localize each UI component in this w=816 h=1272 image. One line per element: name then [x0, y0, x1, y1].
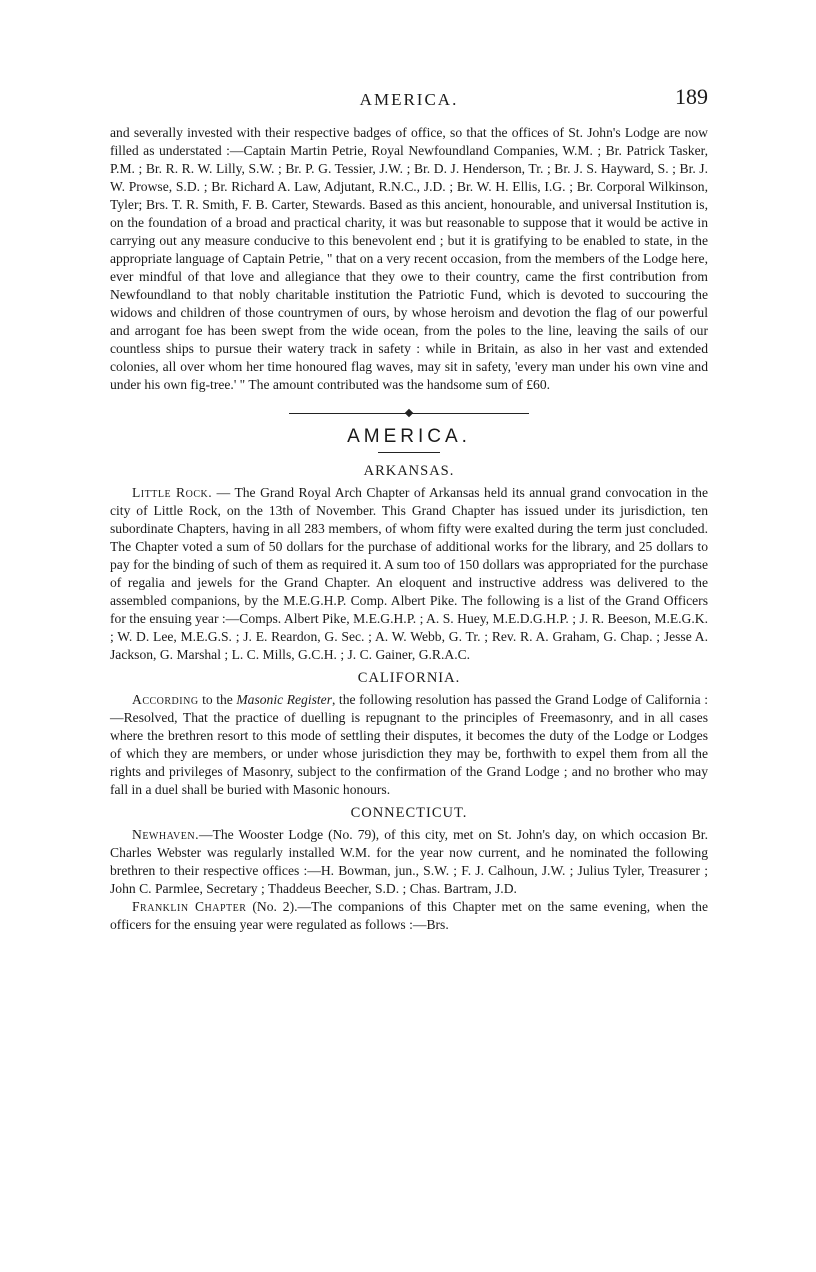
ornamental-divider [110, 404, 708, 418]
masonic-register-title: Masonic Register [236, 692, 332, 707]
running-title: AMERICA. [359, 90, 459, 109]
heading-arkansas: ARKANSAS. [363, 463, 455, 479]
california-text-a: to the [198, 692, 237, 707]
arkansas-lead: Little Rock. [132, 485, 213, 500]
connecticut-paragraph-1 [110, 826, 708, 898]
running-head [110, 84, 708, 116]
diamond-ornament-icon [405, 409, 413, 417]
newhaven-text: —The Wooster Lodge (No. 79), of this city, met on St. John's day, on which occasion Br. Charles Webster was regularly installed W.M. for the year now current, and he nominated the following brethren to their respective offices :—H. Bowman, jun., S.W. ; F. J. Calhoun, J.W. ; Julius Tyler, Treasurer ; John C. Parmlee, Secretary ; Thaddeus Beecher, S.D. ; Chas. Bartram, J.D. [110, 827, 708, 896]
franklin-lead: Franklin Chapter [132, 899, 247, 914]
page-number: 189 [675, 84, 708, 109]
arkansas-paragraph [110, 484, 708, 664]
section-rule [378, 452, 440, 453]
book-page [110, 84, 708, 934]
section-title: AMERICA. [347, 426, 471, 447]
california-lead: According [132, 692, 199, 707]
arkansas-text: — The Grand Royal Arch Chapter of Arkansas held its annual grand convocation in the city of Little Rock, on the 13th of November. This Grand Chapter has issued under its jurisdiction, ten subordinate Chapters, having in all 283 members, of whom fifty were exalted during the term just concluded. The Chapter voted a sum of 50 dollars for the purchase of additional works for the library, and 25 dollars to pay for the binding of such of them as required it. A sum too of 150 dollars was appropriated for the purchase of regalia and jewels for the Grand Chapter. An eloquent and instructive address was delivered to the assembled companions, by the M.E.G.H.P. Comp. Albert Pike. The following is a list of the Grand Officers for the ensuing year :—Comps. Albert Pike, M.E.G.H.P. ; A. S. Huey, M.E.D.G.H.P. ; J. R. Beeson, M.E.G.K. ; W. D. Lee, M.E.G.S. ; J. E. Reardon, G. Sec. ; A. W. Webb, G. Tr. ; Rev. R. A. Graham, G. Chap. ; Jesse A. Jackson, G. Marshal ; L. C. Mills, G.C.H. ; J. C. Gainer, G.R.A.C. [110, 485, 708, 662]
heading-california: CALIFORNIA. [357, 670, 461, 686]
california-paragraph [110, 691, 708, 799]
franklin-text: (No. 2).—The companions of this Chapter met on the same evening, when the officers for the ensuing year were regulated as follows :—Brs. [110, 899, 708, 932]
continuation-paragraph: and severally invested with their respective badges of office, so that the offices of St. John's Lodge are now filled as understated :—Captain Martin Petrie, Royal Newfoundland Companies, W.M. ; Br. Patrick Tasker, P.M. ; Br. R. R. W. Lilly, S.W. ; Br. P. G. Tessier, J.W. ; Br. D. J. Henderson, Tr. ; Br. J. S. Hayward, S. ; Br. J. W. Prowse, S.D. ; Br. Richard A. Law, Adjutant, R.N.C., J.D. ; Br. W. H. Ellis, I.G. ; Br. Corporal Wilkinson, Tyler; Brs. T. R. Smith, F. B. Carter, Stewards. Based as this ancient, honourable, and universal Institution is, on the foundation of a broad and practical charity, it was but reasonable to suppose that it would be active in carrying out any measure conducive to this benevolent end ; but it is gratifying to be enabled to state, in the appropriate language of Captain Petrie, " that on a very recent occasion, from the members of the Lodge here, ever mindful of that love and allegiance that they owe to their country, came the first contribution from Newfoundland to that nobly charitable institution the Patriotic Fund, which is devoted to succouring the widows and children of those countrymen of ours, by whose heroism and devotion the flag of our powerful and arrogant foe has been swept from the wide ocean, from the poles to the line, leaving the sails of our countless ships to pursue their watery track in safety : while in Britain, as also in her vast and extended colonies, all over whom her time honoured flag waves, may sit in safety, 'every man under his own vine and under his own fig-tree.' " The amount contributed was the handsome sum of £60. [110, 125, 708, 392]
california-text-b: , the following resolution has passed the Grand Lodge of California :—Resolved, That the practice of duelling is repugnant to the principles of Freemasonry, and in all cases where the brethren resort to this mode of settling their disputes, it becomes the duty of the Lodge or Lodges of which they are members, or under whose jurisdiction they may be, forthwith to expel them from all the rights and privileges of Masonry, subject to the confirmation of the Grand Lodge ; and no brother who may fall in a duel shall be buried with Masonic honours. [110, 692, 708, 797]
connecticut-paragraph-2 [110, 898, 708, 934]
heading-connecticut: CONNECTICUT. [350, 805, 468, 821]
newhaven-lead: Newhaven. [132, 827, 199, 842]
